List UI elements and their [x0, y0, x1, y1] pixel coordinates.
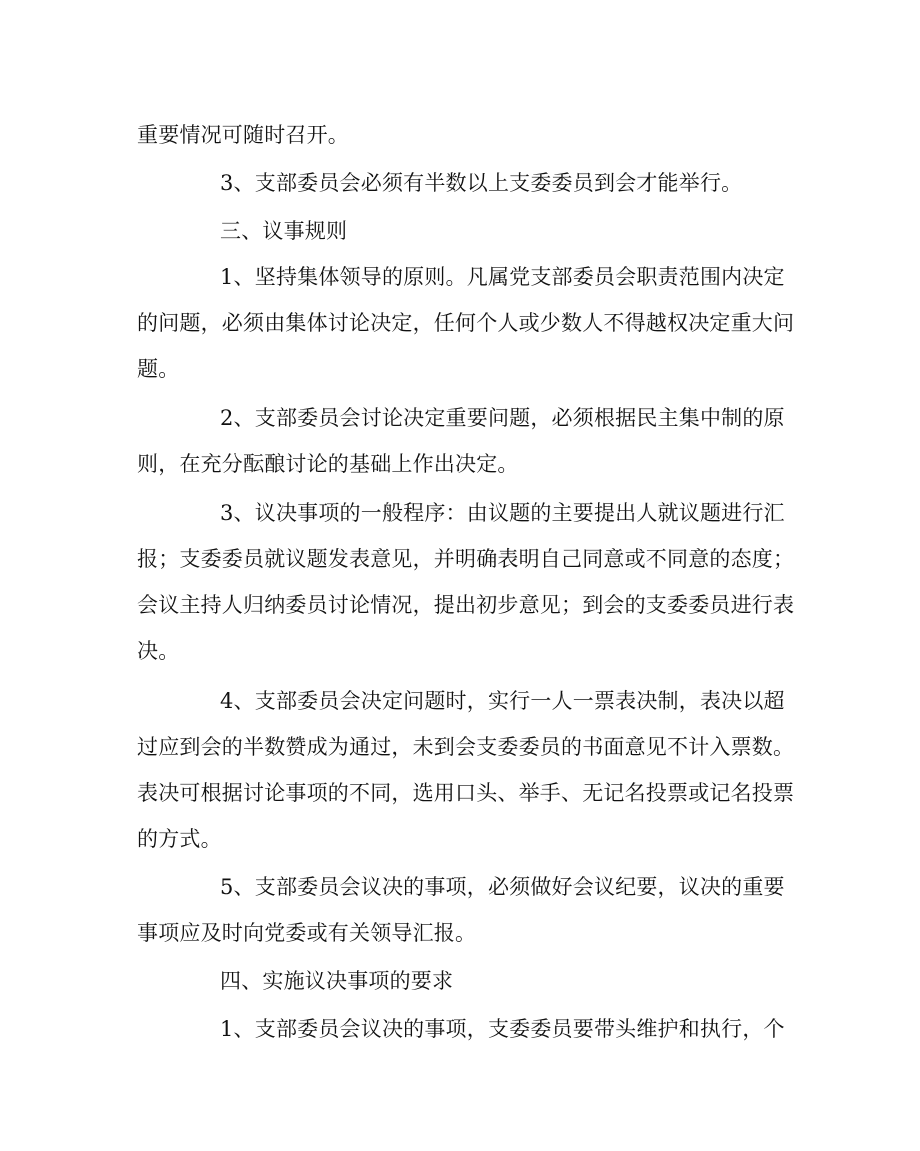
text-line: 题。	[137, 357, 180, 381]
text-line: 表决可根据讨论事项的不同，选用口头、举手、无记名投票或记名投票	[137, 781, 795, 805]
text-line: 1、支部委员会议决的事项，支委委员要带头维护和执行，个	[220, 1017, 785, 1041]
section-heading: 三、议事规则	[220, 219, 348, 243]
text-line: 事项应及时向党委或有关领导汇报。	[137, 921, 477, 945]
text-line: 会议主持人归纳委员讨论情况，提出初步意见；到会的支委委员进行表	[137, 593, 795, 617]
text-line: 5、支部委员会议决的事项，必须做好会议纪要，议决的重要	[220, 875, 785, 899]
text-line: 1、坚持集体领导的原则。凡属党支部委员会职责范围内决定	[220, 265, 785, 289]
text-line: 2、支部委员会讨论决定重要问题，必须根据民主集中制的原	[220, 406, 785, 430]
text-line: 的问题，必须由集体讨论决定，任何个人或少数人不得越权决定重大问	[137, 311, 795, 335]
text-line: 4、支部委员会决定问题时，实行一人一票表决制，表决以超	[220, 689, 785, 713]
text-line: 决。	[137, 639, 180, 663]
text-line: 3、议决事项的一般程序：由议题的主要提出人就议题进行汇	[220, 501, 785, 525]
section-heading: 四、实施议决事项的要求	[220, 969, 454, 993]
text-line: 报；支委委员就议题发表意见，并明确表明自己同意或不同意的态度；	[137, 547, 795, 571]
text-line: 过应到会的半数赞成为通过，未到会支委委员的书面意见不计入票数。	[137, 735, 795, 759]
text-line: 则，在充分酝酿讨论的基础上作出决定。	[137, 452, 519, 476]
text-line: 3、支部委员会必须有半数以上支委委员到会才能举行。	[220, 171, 743, 195]
text-line: 重要情况可随时召开。	[137, 123, 349, 147]
text-line: 的方式。	[137, 827, 222, 851]
